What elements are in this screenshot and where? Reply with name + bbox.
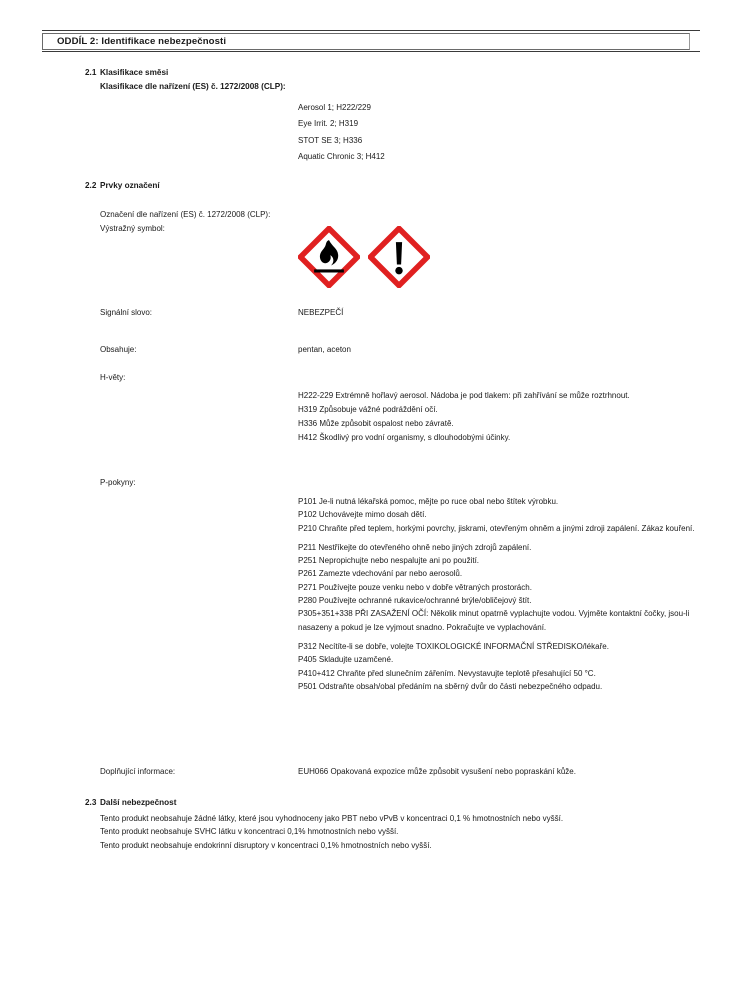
section-header — [42, 30, 700, 52]
pictogram-label: Výstražný symbol: — [100, 224, 165, 233]
p-statement: P210 Chraňte před teplem, horkými povrchy, jiskrami, otevřeným ohněm a jinými zdroji zapálení. Zákaz kouření. — [298, 523, 695, 533]
subsection-title-2-2: Prvky označení — [100, 181, 160, 190]
classification-list — [298, 100, 628, 166]
contains-value: pentan, aceton — [298, 345, 351, 354]
subsection-number-2-2: 2.2 — [85, 181, 97, 190]
signal-word-label: Signální slovo: — [100, 308, 153, 317]
p-statements-list — [298, 495, 710, 693]
classification-entry: Aquatic Chronic 3; H412 — [298, 152, 385, 162]
p-statement: P251 Nepropichujte nebo nespalujte ani po použití. — [298, 556, 480, 566]
subsection-title-2-1: Klasifikace směsi — [100, 68, 169, 77]
p-statement: P305+351+338 PŘI ZASAŽENÍ OČÍ: Několik minut opatrně vyplachujte vodou. Vyjměte kontaktní čočky, jsou-li nasazeny a pokud je lze vyjmout snadno. Pokračujte ve vyplachování. — [298, 609, 690, 632]
contains-label: Obsahuje: — [100, 345, 137, 354]
p-statement: P101 Je-li nutná lékařská pomoc, mějte po ruce obal nebo štítek výrobku. — [298, 497, 559, 506]
h-statements-list — [298, 389, 700, 445]
classification-heading: Klasifikace dle nařízení (ES) č. 1272/2008 (CLP): — [100, 82, 286, 91]
signal-word-value: NEBEZPEČÍ — [298, 308, 344, 317]
classification-entry: STOT SE 3; H336 — [298, 135, 363, 145]
p-statements-label: P-pokyny: — [100, 478, 136, 487]
h-statements-label: H-věty: — [100, 373, 126, 382]
other-hazard-line: Tento produkt neobsahuje SVHC látku v koncentraci 0,1% hmotnostních nebo vyšší. — [100, 827, 399, 837]
p-statement: P405 Skladujte uzamčené. — [298, 655, 394, 665]
other-hazard-line: Tento produkt neobsahuje žádné látky, které jsou vyhodnoceny jako PBT nebo vPvB v koncentraci 0,1 % hmotnostních nebo vyšší. — [100, 814, 564, 823]
header-rule-bottom — [42, 51, 700, 52]
other-hazard-line: Tento produkt neobsahuje endokrinní disruptory v koncentraci 0,1% hmotnostních nebo vyšší. — [100, 840, 432, 850]
other-hazards-list — [100, 812, 700, 852]
supplemental-info-value: EUH066 Opakovaná expozice může způsobit vysušení nebo popraskání kůže. — [298, 767, 576, 776]
p-statement: P410+412 Chraňte před slunečním zářením. Nevystavujte teplotě přesahující 50 °C. — [298, 668, 596, 678]
subsection-title-2-3: Další nebezpečnost — [100, 798, 177, 807]
exclamation-mark-pictogram-ghs07 — [368, 226, 430, 288]
p-statement: P102 Uchovávejte mimo dosah dětí. — [298, 510, 427, 520]
classification-entry: Eye Irrit. 2; H319 — [298, 119, 359, 129]
flame-pictogram-ghs02 — [298, 226, 360, 288]
section-header-title: ODDÍL 2: Identifikace nebezpečnosti — [57, 35, 227, 47]
header-rule-top — [42, 30, 700, 31]
h-statement: H222-229 Extrémně hořlavý aerosol. Nádoba je pod tlakem: při zahřívání se může roztrhnout. — [298, 391, 630, 400]
h-statement: H336 Může způsobit ospalost nebo závratě. — [298, 418, 454, 428]
p-statement: P261 Zamezte vdechování par nebo aerosolů. — [298, 569, 463, 579]
pictogram-group — [298, 226, 430, 288]
classification-entry: Aerosol 1; H222/229 — [298, 103, 371, 112]
labelling-heading: Označení dle nařízení (ES) č. 1272/2008 (CLP): — [100, 210, 271, 219]
p-statement: P271 Používejte pouze venku nebo v dobře větraných prostorách. — [298, 582, 532, 592]
p-statement: P280 Používejte ochranné rukavice/ochranné brýle/obličejový štít. — [298, 596, 532, 606]
subsection-number-2-1: 2.1 — [85, 68, 97, 77]
p-statement: P312 Necítíte-li se dobře, volejte TOXIKOLOGICKÉ INFORMAČNÍ STŘEDISKO/lékaře. — [298, 641, 609, 651]
h-statement: H412 Škodlivý pro vodní organismy, s dlouhodobými účinky. — [298, 432, 511, 442]
p-statement: P501 Odstraňte obsah/obal předáním na sběrný dvůr do části nebezpečného odpadu. — [298, 681, 603, 691]
h-statement: H319 Způsobuje vážné podráždění očí. — [298, 404, 438, 414]
subsection-number-2-3: 2.3 — [85, 798, 97, 807]
p-statement: P211 Nestříkejte do otevřeného ohně nebo jiných zdrojů zapálení. — [298, 542, 532, 552]
section-header-box — [42, 33, 690, 50]
supplemental-info-label: Doplňující informace: — [100, 767, 176, 776]
